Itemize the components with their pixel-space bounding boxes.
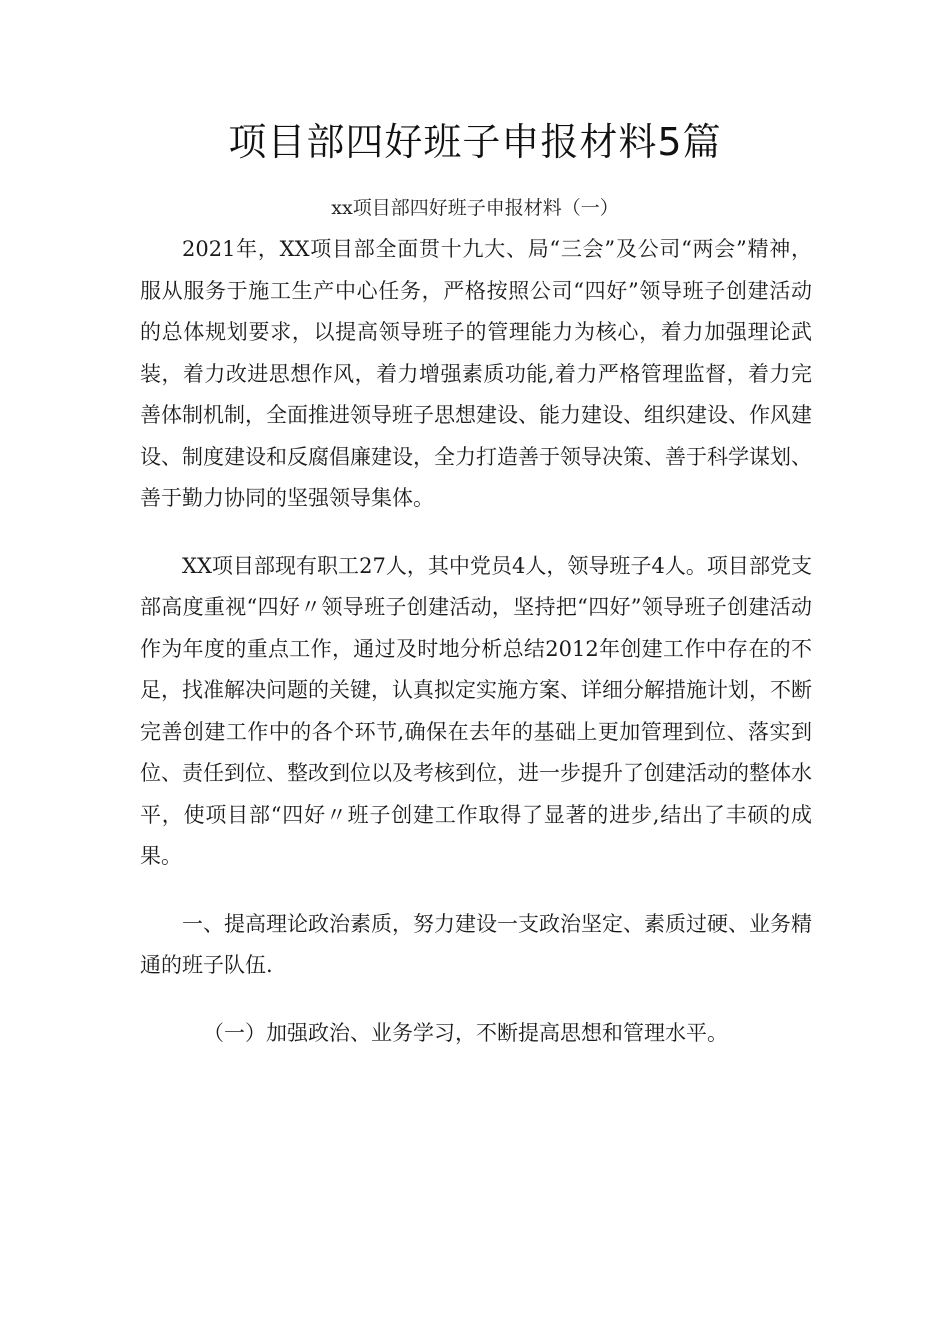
document-title: 项目部四好班子申报材料5篇 (228, 120, 722, 164)
paragraph-1: 2021年，XX项目部全面贯十九大、局“三会”及公司“两会”精神，服从服务于施工生产中心任务，严格按照公司“四好”领导班子创建活动的总体规划要求，以提高领导班子的管理能力为核心，着力加强理论武装，着力改进思想作风，着力增强素质功能,着力严格管理监督，着力完善体制机制，全面推进领导班子思想建设、能力建设、组织建设、作风建设、制度建设和反腐倡廉建设，全力打造善于领导决策、善于科学谋划、善于勤力协同的坚强领导集体。 (140, 237, 812, 510)
subsection-heading-1: （一）加强政治、业务学习，不断提高思想和管理水平。 (203, 1020, 728, 1045)
document-body (140, 229, 812, 1080)
section-heading-1: 一、提高理论政治素质，努力建设一支政治坚定、素质过硬、业务精通的班子队伍. (140, 911, 812, 977)
document-subtitle: xx项目部四好班子申报材料（一） (331, 197, 619, 219)
paragraph-2: XX项目部现有职工27人，其中党员4人，领导班子4人。项目部党支部高度重视“四好〃领导班子创建活动，坚持把“四好”领导班子创建活动作为年度的重点工作，通过及时地分析总结2012年创建工作中存在的不足，找准解决问题的关键，认真拟定实施方案、详细分解措施计划，不断完善创建工作中的各个环节,确保在去年的基础上更加管理到位、落实到位、责任到位、整改到位以及考核到位，进一步提升了创建活动的整体水平，使项目部“四好〃班子创建工作取得了显著的进步,结出了丰硕的成果。 (140, 553, 812, 868)
